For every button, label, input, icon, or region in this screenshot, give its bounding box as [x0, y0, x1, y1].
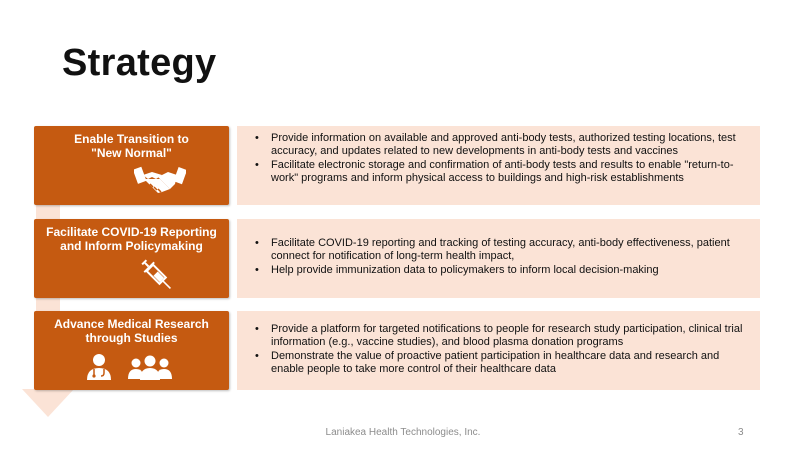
bullet-list: [255, 317, 746, 377]
list-item: • Provide a platform for targeted notifications to people for research study participation, clinical trial information (e.g., vaccine studies), and blood plasma donation programs: [255, 323, 746, 350]
list-item: • Provide information on available and approved anti-body tests, authorized testing locations, test accuracy, and updates related to new developments in anti-body tests and vaccines: [255, 132, 746, 159]
list-item: • Demonstrate the value of proactive patient participation in healthcare data and research and enable people to take more control of their healthcare data: [255, 350, 746, 377]
strategy-panel-reporting: [237, 219, 760, 298]
doctor-icon: [85, 353, 113, 381]
strategy-panel-research: [237, 311, 760, 390]
syringe-icon: [137, 255, 177, 295]
down-arrow-icon: [22, 389, 74, 417]
heading-line: and Inform Policymaking: [60, 239, 203, 253]
footer-company: Laniakea Health Technologies, Inc.: [325, 427, 481, 438]
bullet-list: [255, 132, 746, 186]
list-item: • Facilitate COVID-19 reporting and tracking of testing accuracy, anti-body effectiveness, patient connect for notification of long-term health impact,: [255, 237, 746, 264]
heading-line: Facilitate COVID-19 Reporting: [46, 225, 217, 239]
list-item: • Help provide immunization data to policymakers to inform local decision-making: [255, 264, 746, 277]
strategy-box-reporting: [34, 219, 229, 298]
group-icon: [127, 355, 173, 381]
strategy-box-transition: [34, 126, 229, 205]
heading-line: through Studies: [85, 331, 178, 345]
heading-line: Enable Transition to: [74, 132, 189, 146]
strategy-heading: [38, 225, 225, 253]
slide-title: Strategy: [62, 42, 217, 84]
list-item: • Facilitate electronic storage and confirmation of anti-body tests and results to enable "return-to-work" programs and inform physical access to buildings and high-risk establishments: [255, 159, 746, 186]
heading-line: "New Normal": [91, 146, 172, 160]
strategy-box-research: [34, 311, 229, 390]
page-number: 3: [738, 427, 744, 438]
heading-line: Advance Medical Research: [54, 317, 209, 331]
strategy-panel-transition: [237, 126, 760, 205]
handshake-icon: [134, 165, 186, 197]
bullet-list: [255, 225, 746, 277]
strategy-heading: [38, 317, 225, 345]
strategy-heading: [38, 132, 225, 160]
